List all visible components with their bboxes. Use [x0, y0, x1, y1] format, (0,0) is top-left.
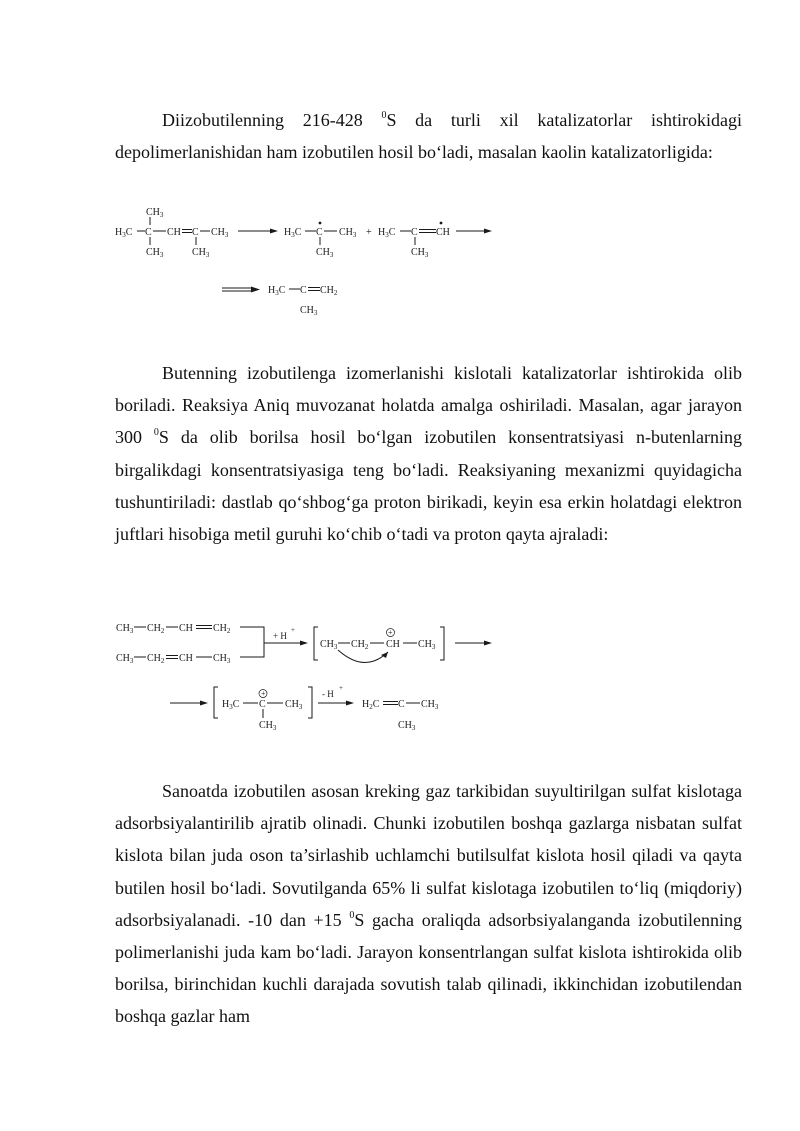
remove-proton-label: - H — [322, 689, 334, 699]
charge-label: + — [388, 628, 393, 637]
formula-h3c: $H_3C$ — [222, 699, 240, 711]
formula-h2c: $H_2C$ — [362, 699, 380, 711]
formula-ch3: $CH_3$ — [398, 720, 416, 732]
radical-dot-icon — [440, 222, 443, 225]
charge-label: + — [291, 626, 295, 634]
formula-ch: CH — [436, 227, 450, 238]
arrow-icon — [484, 641, 492, 646]
formula-ch3: $CH_3$ — [259, 720, 277, 732]
arrow-icon — [300, 641, 308, 646]
formula-ch3: $CH_3$ — [192, 247, 210, 259]
formula-ch: CH — [167, 227, 181, 238]
p1-text-b: S da turli xil katalizatorlar ishtirokidagi depolimerlanishidan ham izobutilen hosil bo‘ladi, masalan kaolin katalizatorligida: — [115, 110, 742, 163]
formula-h3c: $H_3C$ — [284, 227, 302, 239]
formula-h3c: $H_3C$ — [268, 285, 286, 297]
radical-dot-icon — [319, 222, 322, 225]
formula-ch3: $CH_3$ — [316, 247, 334, 259]
arrow-icon — [270, 229, 278, 234]
p2-text-b: S da olib borilsa hosil bo‘lgan izobutilen konsentratsiyasi n-butenlarning birgalikdagi konsentratsiyasiga teng bo‘ladi. Reaksiyaning mexanizmi quyidagicha tushuntiriladi: dastlab qo‘shbog‘ga proton birikadi, keyin esa erkin holatdagi elektron juftlari hisobiga metil guruhi ko‘chib o‘tadi va proton qayta ajraladi: — [115, 427, 743, 545]
formula-c: C — [316, 227, 323, 238]
p3-text-b: S gacha oraliqda adsorbsiyalanganda izobutilenning polimerlanishi juda kam bo‘ladi. Jarayon konsentrlangan sulfat kislota ishtirokida olib borilsa, birinchidan kuchli darajada sovutish talab qilinadi, ikkinchidan izobutilendan boshqa gazlar ham — [115, 909, 742, 1027]
formula-c: C — [398, 699, 405, 710]
arrow-icon — [346, 701, 354, 706]
formula-ch2: $CH_2$ — [147, 653, 165, 665]
formula-ch3: $CH_3$ — [116, 623, 134, 635]
formula-ch: CH — [386, 639, 400, 650]
degree-sup: 0 — [349, 909, 355, 921]
charge-label: + — [339, 684, 343, 692]
paragraph-diizobutilen — [115, 104, 742, 168]
formula-c: C — [259, 699, 266, 710]
formula-ch2: $CH_2$ — [213, 623, 231, 635]
formula-h3c: $H_3C$ — [378, 227, 396, 239]
p2-text-a: Butenning izobutilenga izomerlanishi kislotali katalizatorlar ishtirokida olib boriladi. Reaksiya Aniq muvozanat holatda amalga oshiriladi. Masalan, agar jarayon 300 — [115, 363, 742, 448]
formula-ch2: $CH_2$ — [320, 285, 338, 297]
degree-sup: 0 — [153, 427, 159, 439]
formula-ch: CH — [179, 623, 193, 634]
reaction-scheme-isomerization — [0, 612, 800, 742]
formula-h3c: $H_3C$ — [115, 227, 133, 239]
p1-text-a: Diizobutilenning 216-428 — [162, 110, 382, 130]
methyl-shift-curve — [338, 650, 388, 663]
arrow-icon — [200, 701, 208, 706]
formula-ch3: $CH_3$ — [300, 305, 318, 317]
formula-ch3: $CH_3$ — [146, 247, 164, 259]
formula-ch3: $CH_3$ — [285, 699, 303, 711]
formula-ch2: $CH_2$ — [147, 623, 165, 635]
formula-c: C — [192, 227, 199, 238]
formula-ch: CH — [179, 653, 193, 664]
formula-ch3: $CH_3$ — [411, 247, 429, 259]
formula-c: C — [145, 227, 152, 238]
formula-ch3: $CH_3$ — [421, 699, 439, 711]
formula-ch3: $CH_3$ — [116, 653, 134, 665]
formula-ch2: $CH_2$ — [351, 639, 369, 651]
formula-ch3: $CH_3$ — [320, 639, 338, 651]
paragraph-sanoatda — [115, 775, 742, 1033]
plus-sign: + — [366, 227, 372, 238]
degree-sup: 0 — [381, 110, 387, 121]
formula-ch3: $CH_3$ — [146, 207, 164, 219]
formula-c: C — [411, 227, 418, 238]
p3-text-a: Sanoatda izobutilen asosan kreking gaz tarkibidan suyultirilgan sulfat kislotaga adsorbsiyalantirilib ajratib olinadi. Chunki izobutilen boshqa gazlarga nisbatan sulfat kislota bilan juda oson ta’sirlashib uchlamchi butilsulfat kislota hosil qiladi va qayta butilen hosil bo‘ladi. Sovutilganda 65% li sulfat kislotaga izobutilen to‘liq (miqdoriy) adsorbsiyalanadi. -10 dan +15 — [115, 781, 742, 930]
formula-ch3: $CH_3$ — [213, 653, 231, 665]
arrow-icon — [484, 229, 492, 234]
formula-ch3: $CH_3$ — [339, 227, 357, 239]
formula-ch3: $CH_3$ — [418, 639, 436, 651]
reaction-scheme-depolymerization — [0, 200, 800, 325]
arrow-icon — [251, 287, 260, 293]
formula-c: C — [300, 285, 307, 296]
add-proton-label: + H — [273, 631, 287, 641]
formula-ch3: $CH_3$ — [211, 227, 229, 239]
charge-label: + — [261, 689, 266, 698]
paragraph-izomerlanish — [115, 357, 742, 550]
